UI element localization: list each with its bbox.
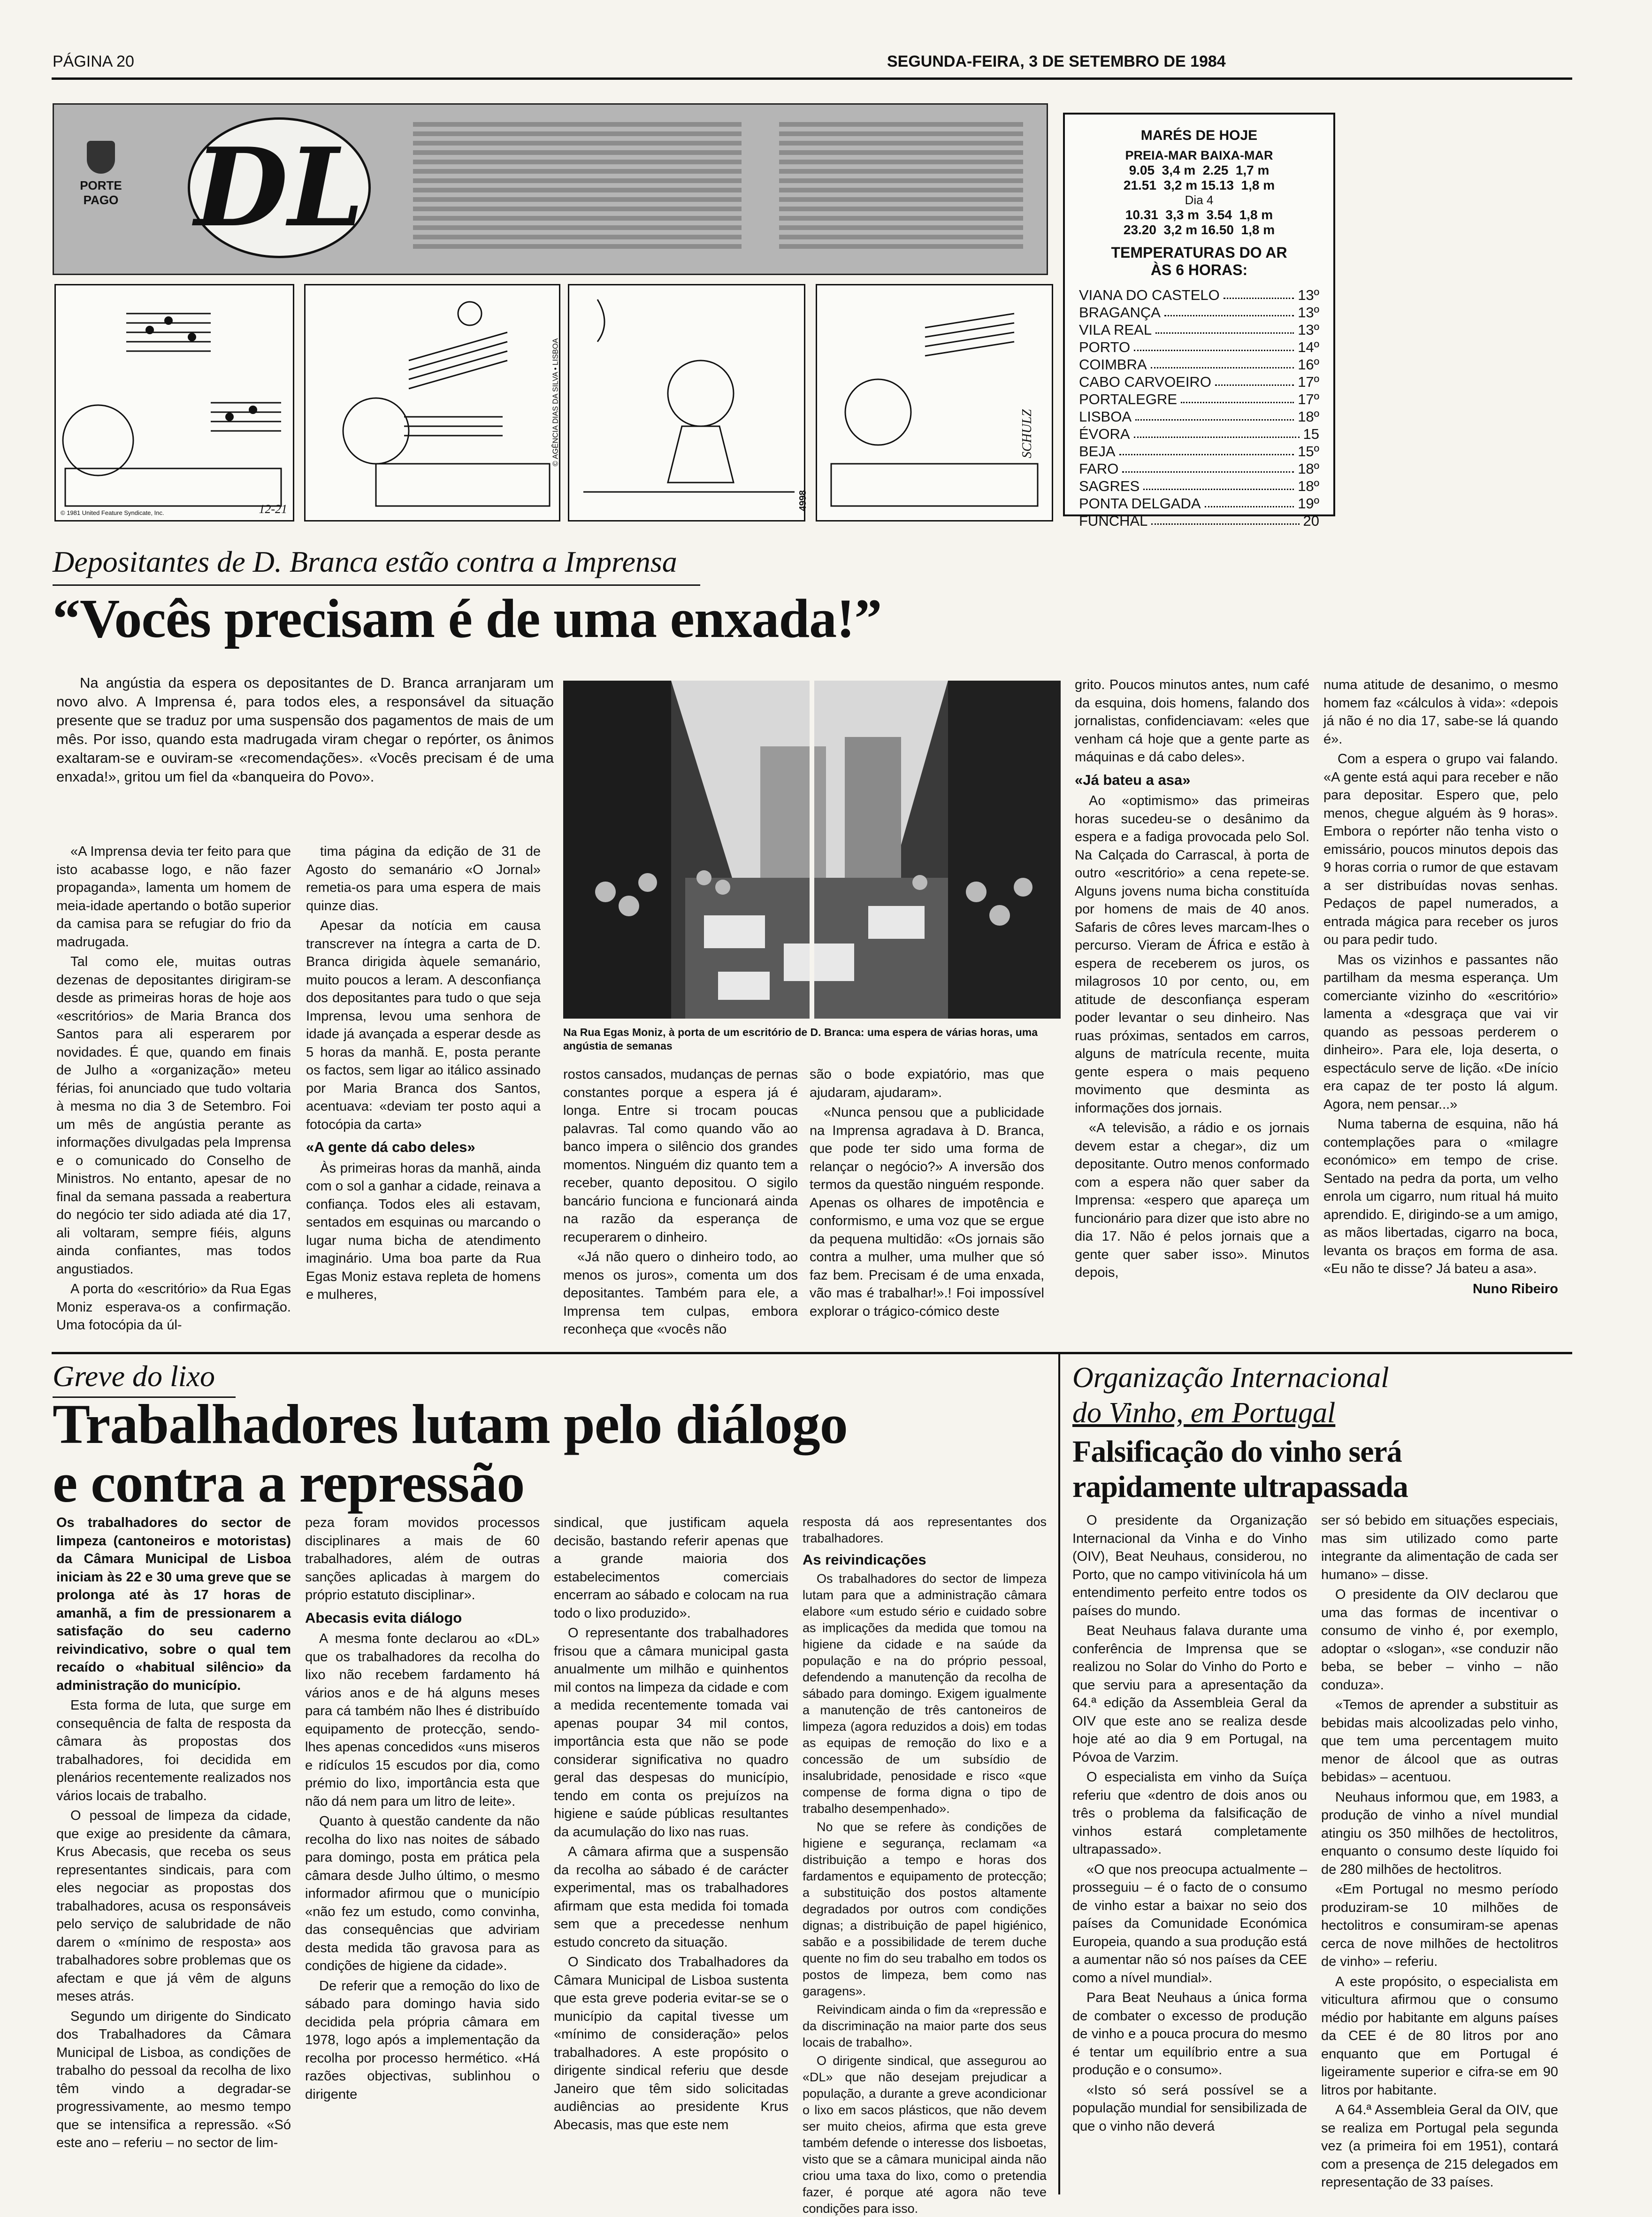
paragraph: grito. Poucos minutos antes, num café da esquina, dois homens, falando dos jornalistas, confidenciavam: «eles que venham cá hoje que a gente parte as máquinas e dá cabo deles». xyxy=(1075,677,1309,765)
temperature-value: 17º xyxy=(1298,391,1319,407)
street-photo-drawing xyxy=(563,681,1061,1019)
dot-leader xyxy=(1119,443,1294,455)
temperature-value: 18º xyxy=(1298,478,1319,494)
paragraph: Os trabalhadores do sector de limpeza lutam para que a administração câmara elabore «um estudo sério e cuidado sobre as implicações da medida que tomou na higiene da cidade e na saúde da população e na do próprio pessoal, defendendo a manutenção da recolha de sábado para domingo. Exigem igualmente a manutenção de três cantoneiros de limpeza (agora reduzidos a dois) em todas as equipas de remoção do lixo e a concessão de um subsídio de insalubridade, penosidade e risco «que compense de forma digna o tipo de trabalho desempenhado». xyxy=(803,1572,1047,1816)
comic-panel-1 xyxy=(54,284,294,522)
tides-row: 9.05 3,4 m 2.25 1,7 m xyxy=(1129,163,1270,177)
paragraph: resposta dá aos representantes dos trabalhadores. xyxy=(803,1515,1047,1545)
city-name: BEJA xyxy=(1079,443,1116,460)
city-name: PONTA DELGADA xyxy=(1079,495,1201,512)
comic-date-code: 12-21 xyxy=(259,502,287,516)
tides-row: 21.51 3,2 m 15.13 1,8 m xyxy=(1123,178,1275,192)
temperature-value: 16º xyxy=(1298,356,1319,373)
city-name: CABO CARVOEIRO xyxy=(1079,374,1211,390)
paragraph: O pessoal de limpeza da cidade, que exige ao presidente da câmara, Krus Abecasis, que receba os seus representantes sindicais, para com eles negociar as propostas dos trabalhadores, acusa os responsáveis pelo serviço de salubridade de não darem o «mínimo de resposta» aos trabalhadores sobre problemas que os afectam e que já vêm de alguns meses atrás. xyxy=(56,1808,291,2004)
tides-row: 10.31 3,3 m 3.54 1,8 m xyxy=(1125,207,1273,222)
paragraph: numa atitude de desanimo, o mesmo homem faz «cálculos à vida»: «depois já não é no dia 17, sabe-se lá quando é». xyxy=(1323,677,1558,747)
article2-column-2 xyxy=(305,1514,540,2194)
paragraph: rostos cansados, mudanças de pernas constantes porque a espera já é longa. Entre si trocam poucas palavras. Tal como quando vão ao banco impera o silêncio dos grandes momentos. Ninguém diz quanto tem a receber, quanto depositou. O sigilo bancário funciona e funcionará ainda na razão da esperança de recuperarem o dinheiro. xyxy=(563,1067,798,1245)
paragraph: peza foram movidos processos disciplinares a mais de 60 trabalhadores, além de outras sanções aplicadas à margem do próprio estatuto disciplinar». xyxy=(305,1515,540,1603)
comic-panel-4 xyxy=(816,284,1053,522)
comic-signature: SCHULZ xyxy=(1019,409,1034,459)
article1-column-3 xyxy=(563,1066,798,1335)
temperature-row xyxy=(1079,391,1319,408)
paragraph: Quanto à questão candente da não recolha do lixo nas noites de sábado para domingo, posta em prática pela câmara desde Julho último, o mesmo informador afirmou que o município «não fez um estudo, como convinha, das consequências que adviriam desta medida tão gravosa para as condições de higiene da cidade». xyxy=(305,1814,540,1973)
dot-leader xyxy=(1151,512,1299,525)
paragraph: Neuhaus informou que, em 1983, a produção de vinho a nível mundial atingiu os 350 milhões de hectolitros, enquanto o consumo deste líquido foi de 280 milhões de hectolitros. xyxy=(1321,1789,1558,1877)
paragraph: Mas os vizinhos e passantes não partilham da mesma esperança. Um comerciante vizinho do «escritório» lamenta a «desgraça que vai vir quando as pessoas perderem o dinheiro». Para ele, loja deserta, o espectáculo serve de lição. «De início era capaz de ter posto lá algum. Agora, nem pensar...» xyxy=(1323,952,1558,1112)
comic-drawing-1 xyxy=(56,285,293,520)
city-name: FUNCHAL xyxy=(1079,513,1148,529)
temperature-row xyxy=(1079,408,1319,425)
city-name: COIMBRA xyxy=(1079,356,1147,373)
paragraph: Com a espera o grupo vai falando. «A gente está aqui para receber e não para depositar. Espero que, pelo menos, chegue alguém às 9 horas». Embora o repórter não tenha visto o emissário, poucos minutos depois das 9 horas corria o rumor de que estavam a ser distribuídas novas senhas. Pedaços de papel numerados, a entrada mágica para receber os juros ou para pedir tudo. xyxy=(1323,752,1558,947)
paragraph: Reivindicam ainda o fim da «repressão e da discriminação na maior parte dos seus locais de trabalho». xyxy=(803,2002,1047,2049)
dot-leader xyxy=(1181,391,1294,403)
paragraph: A câmara afirma que a suspensão da recolha ao sábado é de carácter experimental, mas os trabalhadores afirmam que esta medida foi tomada sem que a precedesse nenhum estudo concreto da situação. xyxy=(554,1844,788,1950)
paragraph: Às primeiras horas da manhã, ainda com o sol a ganhar a cidade, reinava a confiança. Todos eles ali estavam, sentados em esquinas ou marcando o lugar numa bicha de atendimento imaginário. Uma boa parte da Rua Egas Moniz estava repleta de homens e mulheres, xyxy=(306,1160,541,1302)
paragraph: Para Beat Neuhaus a única forma de combater o excesso de produção de vinho e a pouca procura do mesmo é tentar um equilíbrio entre a sua produção e o consumo». xyxy=(1072,1990,1307,2078)
temperature-row xyxy=(1079,512,1319,529)
dot-leader xyxy=(1122,460,1294,473)
temperature-row xyxy=(1079,425,1319,443)
temperature-list xyxy=(1079,286,1319,529)
temp-subtitle: ÀS 6 HORAS: xyxy=(1150,261,1248,278)
logo-oval xyxy=(188,117,371,258)
subheading: As reivindicações xyxy=(803,1551,926,1568)
paragraph: O representante dos trabalhadores frisou que a câmara municipal gasta anualmente um milhão e quinhentos mil contos na limpeza da cidade e com a medida recentemente tomada vai apenas poupar 34 mil contos, importância esta que não se pode considerar significativa no quadro geral das despesas do município, tendo em conta os prejuízos na higiene e saúde públicas resultantes da acumulação do lixo nas ruas. xyxy=(554,1626,788,1840)
paragraph: No que se refere às condições de higiene e segurança, reclamam «a distribuição a tempo e horas dos fardamentos e equipamento de protecção; a substituição dos postos altamente degradados por outros com condições dignas; a distribuição de papel higiénico, sabão e a possibilidade de terem duche quente no fim do seu trabalho em todos os postos de limpeza, bem como nas garagens». xyxy=(803,1820,1047,1998)
paragraph: «Temos de aprender a substituir as bebidas mais alcoolizadas pelo vinho, que tem uma percentagem muito menor de álcool que as outras bebidas» – acentuou. xyxy=(1321,1697,1558,1785)
paragraph: Esta forma de luta, que surge em consequência de falta de resposta da câmara às propostas dos trabalhadores, foi decidida em plenários recentemente realizados nos vários locais de trabalho. xyxy=(56,1698,291,1803)
article1-column-4 xyxy=(810,1066,1044,1335)
dot-leader xyxy=(1215,373,1294,386)
paragraph: O presidente da Organização Internacional da Vinha e do Vinho (OIV), Beat Neuhaus, considerou, no Porto, que no campo vitivinícola há um entendimento perfeito entre todos os países do mundo. xyxy=(1072,1513,1307,1619)
dot-leader xyxy=(1164,304,1294,316)
paragraph: «Já não quero o dinheiro todo, ao menos os juros», comenta um dos depositantes. Também para ele, a Imprensa tem culpas, embora reconheça que «vocês não xyxy=(563,1250,798,1337)
city-name: VILA REAL xyxy=(1079,322,1152,338)
temperature-row xyxy=(1079,495,1319,512)
dot-leader xyxy=(1155,321,1294,334)
subheading: «Já bateu a asa» xyxy=(1075,771,1191,788)
temperature-row xyxy=(1079,356,1319,373)
city-name: PORTO xyxy=(1079,339,1131,355)
paragraph: «Nunca pensou que a publicidade na Imprensa agradava à D. Branca, que pode ter sido uma forma de relançar o negócio?» A inversão dos termos da questão ninguém responde. Apenas os olhares de impotência e conformismo, e uma voz que se ergue da pequena multidão: «Os jornais são contra a mulher, uma mulher que só faz bem. Precisam é de uma enxada, vão mas é trabalhar!».! Foi impossível explorar o trágico-cómico deste xyxy=(810,1105,1044,1319)
temperature-value: 13º xyxy=(1298,287,1319,303)
paragraph: O dirigente sindical, que assegurou ao «DL» que não desejam prejudicar a população, a durante a greve acondicionar o lixo em sacos plásticos, que não devem ser muito cheios, afirma que esta greve também defende o interesse dos lisboetas, visto que se a câmara municipal ainda não criou uma taxa do lixo, como o pretendia fazer, é porque até agora não teve condições para isso. xyxy=(803,2054,1047,2216)
comic-copyright: © 1981 United Feature Syndicate, Inc. xyxy=(61,509,164,516)
paragraph: O especialista em vinho da Suíça referiu que «dentro de dois anos ou três o problema da falsificação de vinhos estará completamente ultrapassado». xyxy=(1072,1770,1307,1857)
tides-header: PREIA-MAR BAIXA-MAR xyxy=(1125,148,1273,162)
article2-column-4 xyxy=(803,1514,1047,2216)
comic-agency-credit: © AGÊNCIA DIAS DA SILVA • LISBOA xyxy=(551,338,560,467)
temperature-value: 15º xyxy=(1298,443,1319,460)
article2-column-3 xyxy=(554,1514,788,2194)
paragraph: Numa taberna de esquina, não há contemplações para o «milagre económico» em tempo de crise. Sentado na pedra da porta, um velho enrola um cigarro, num ritual há muito aprendido. E, dirigindo-se a um amigo, as mãos libertadas, cigarro na boca, levanta os braços em forma de asa. «Eu não te disse? Já bateu a asa». xyxy=(1323,1117,1558,1276)
temperature-row xyxy=(1079,338,1319,356)
paragraph: De referir que a remoção do lixo de sábado para domingo havia sido decidida pela própria câmara em 1978, logo após a implementação da recolha por processo hermético. «Há razões objectivas, sublinhou o dirigente xyxy=(305,1978,540,2102)
paragraph: Ao «optimismo» das primeiras horas sucedeu-se o desânimo da espera e a fadiga provocada pelo Sol. Na Calçada do Carrascal, à porta de outro «escritório» a cena repete-se. Alguns jovens numa bicha constituída por homens de mais de 40 anos. Safaris de côres leves marcam-lhes o percurso. Vieram de África e estão à espera de receberem os juros, os milagrosos 10 por cento, ou, em atitude de desconfiança esperam poder levantar o seu dinheiro. Nas ruas próximas, sentados em carros, alguns de matrícula recente, muita gente espera o mais pequeno movimento que desminta as informações dos jornais. xyxy=(1075,793,1309,1116)
comic-panel-2 xyxy=(304,284,560,522)
paragraph: Tal como ele, muitas outras dezenas de depositantes dirigiram-se desde as primeiras horas de hoje aos «escritórios» de Maria Branca dos Santos para ali esperarem por novidades. É que, quando em finais de Julho a «organização» meteu férias, foi anunciado que tudo voltaria à mesma no dia 3 de Setembro. Foi um mês de angústia perante as informações divulgadas pela Imprensa e o comunicado do Conselho de Ministros. No entanto, apesar de no final da semana passada a reabertura do negócio ter sido adiada até dia 17, ali voltaram, sempre fiéis, alguns ainda confiantes, mas todos angustiados. xyxy=(56,954,291,1277)
article1-kicker-rule xyxy=(53,584,700,586)
city-name: FARO xyxy=(1079,460,1119,477)
temperature-value: 19º xyxy=(1298,495,1319,512)
temperature-row xyxy=(1079,443,1319,460)
city-name: VIANA DO CASTELO xyxy=(1079,287,1220,303)
paragraph: Segundo um dirigente do Sindicato dos Trabalhadores da Câmara Municipal de Lisboa, as condições de trabalho do pessoal da recolha de lixo têm vindo a degradar-se progressivamente, ao mesmo tempo que se intensifica a repressão. «Só este ano – referiu – no sector de lim- xyxy=(56,2009,291,2150)
article3-headline-line-1: Falsificação do vinho será xyxy=(1072,1435,1402,1469)
article3-headline-line-2: rapidamente ultrapassada xyxy=(1072,1470,1408,1504)
dot-leader xyxy=(1134,425,1300,438)
temperature-value: 14º xyxy=(1298,339,1319,355)
temperature-value: 20 xyxy=(1303,513,1319,529)
paragraph: O Sindicato dos Trabalhadores da Câmara Municipal de Lisboa sustenta que esta greve poderia evitar-se se o município da capital tivesse um «mínimo de consideração» pelos trabalhadores. A este propósito o dirigente sindical referiu que desde Janeiro que têm sido solicitadas audiências ao presidente Krus Abecasis, mas que este nem xyxy=(554,1955,788,2133)
paragraph: são o bode expiatório, mas que ajudaram, ajudaram». xyxy=(810,1067,1044,1100)
column-divider xyxy=(1058,1354,1060,2194)
porte-pago-box xyxy=(66,141,136,263)
temperature-row xyxy=(1079,460,1319,477)
paragraph: A mesma fonte declarou ao «DL» que os trabalhadores da recolha do lixo não recebem fardamento há vários anos e de há alguns meses para cá também não lhes é distribuído equipamento de protecção, sendo-lhes apenas concedidos «uns miseros e ridículos 15 escudos por dia, como prémio do lixo, importância esta que não dá nem para um litro de leite». xyxy=(305,1631,540,1809)
paragraph: Beat Neuhaus falava durante uma conferência de Imprensa que se realizou no Solar do Vinho do Porto e que serviu para a apresentação da 64.ª edição da Assembleia Geral da OIV que este ano se realiza desde hoje até ao dia 9 em Portugal, na Póvoa de Varzim. xyxy=(1072,1623,1307,1765)
paragraph: O presidente da OIV declarou que uma das formas de incentivar o consumo de vinho é, por exemplo, adoptar o «slogan», «se conduzir não beba, se beber – vinho – não conduza». xyxy=(1321,1587,1558,1693)
paragraph: A 64.ª Assembleia Geral da OIV, que se realiza em Portugal pela segunda vez (a primeira foi em 1951), contará com a presença de 215 delegados em representação de 33 países. xyxy=(1321,2102,1558,2190)
dot-leader xyxy=(1205,495,1294,507)
paragraph: tima página da edição de 31 de Agosto do semanário «O Jornal» remetia-os para uma espera de mais quinze dias. xyxy=(306,844,541,913)
city-name: LISBOA xyxy=(1079,408,1132,425)
paragraph: ser só bebido em situações especiais, mas sim utilizado como parte integrante da alimentação de cada ser humano» – disse. xyxy=(1321,1513,1558,1582)
page-number: PÁGINA 20 xyxy=(53,53,134,70)
porte-label: PORTE xyxy=(80,178,122,192)
article1-headline: “Vocês precisam é de uma enxada!” xyxy=(53,588,882,649)
temp-title: TEMPERATURAS DO AR xyxy=(1111,244,1287,261)
crest-icon xyxy=(87,141,115,174)
article2-column-1 xyxy=(56,1514,291,2194)
section-divider xyxy=(52,1352,1572,1354)
article1-column-1 xyxy=(56,843,291,1335)
paragraph: «O que nos preocupa actualmente – prosseguiu – é o facto de o consumo de vinho estar a baixar no seio dos países da Comunidade Económica Europeia, quando a sua produção está a aumentar não só nos países da CEE como a nível mundial». xyxy=(1072,1862,1307,1986)
comic-drawing-4 xyxy=(817,285,1052,520)
city-name: ÉVORA xyxy=(1079,426,1130,442)
article3-column-2 xyxy=(1321,1511,1558,2194)
temperature-value: 15 xyxy=(1303,426,1319,442)
comic-drawing-3 xyxy=(569,285,804,520)
paragraph: Na angústia da espera os depositantes de D. Branca arranjaram um novo alvo. A Imprensa é, para todos eles, a responsável da situação presente que se traduz por uma suspensão dos pagamentos de mais de um mês. Por isso, quando esta madrugada viram chegar o repórter, os ânimos exaltaram-se e ouviram-se «recomendações». «Vocês precisam é de uma enxada!», gritou um fiel da «banqueira do Povo». xyxy=(56,675,554,785)
temperature-value: 13º xyxy=(1298,304,1319,321)
dot-leader xyxy=(1143,477,1294,490)
header-rule xyxy=(52,77,1572,80)
temperature-value: 18º xyxy=(1298,460,1319,477)
pago-label: PAGO xyxy=(83,193,119,207)
temperature-value: 18º xyxy=(1298,408,1319,425)
dot-leader xyxy=(1151,356,1294,368)
paragraph: «A televisão, a rádio e os jornais devem estar a chegar», diz um depositante. Outro menos conformado com a espera não quer saber da Imprensa: «espero que apareça um funcionário para dizer que isto abre no dia 17. Não é pelos jornais que a gente quer saber isso». Minutos depois, xyxy=(1075,1120,1309,1280)
article2-kicker: Greve do lixo xyxy=(53,1359,215,1393)
city-name: BRAGANÇA xyxy=(1079,304,1161,321)
weather-box xyxy=(1063,113,1335,529)
dot-leader xyxy=(1135,408,1294,421)
article1-column-6 xyxy=(1323,676,1558,1335)
dot-leader xyxy=(1224,286,1294,299)
temperature-row xyxy=(1079,286,1319,304)
subheading: «A gente dá cabo deles» xyxy=(306,1139,475,1155)
paragraph: «A Imprensa devia ter feito para que isto acabasse logo, e não fazer propaganda», lamenta um homem de meia-idade apertando o botão superior da camisa para se refugiar do frio da madrugada. xyxy=(56,844,291,950)
tides-row: 23.20 3,2 m 16.50 1,8 m xyxy=(1123,222,1275,237)
paragraph: sindical, que justificam aquela decisão, bastando referir apenas que a grande maioria dos estabelecimentos comerciais encerram ao sábado e colocam na rua todo o lixo produzido». xyxy=(554,1515,788,1621)
article1-intro xyxy=(56,674,554,819)
paragraph: «Isto só será possível se a população mundial for sensibilizada de que o vinho não deverá xyxy=(1072,2082,1307,2134)
paragraph: A porta do «escritório» da Rua Egas Moniz esperava-os a confirmação. Uma fotocópia da úl- xyxy=(56,1281,291,1333)
article1-column-5 xyxy=(1075,676,1309,1335)
tides-row: Dia 4 xyxy=(1185,193,1214,207)
temperature-row xyxy=(1079,373,1319,391)
paragraph: Apesar da notícia em causa transcrever na íntegra a carta de D. Branca dirigida àquele semanário, muito poucos a leram. A desconfiança dos depositantes para tudo o que seja Imprensa, levou uma senhora de idade já avançada a esperar desde as 5 horas da manhã. E, posta perante os factos, sem ligar ao itálico assinado por Maria Branca dos Santos, acentuava: «deviam ter posto aqui a fotocópia da carta» xyxy=(306,918,541,1132)
comic-panel-3 xyxy=(568,284,808,522)
tides-title: MARÉS DE HOJE xyxy=(1140,128,1258,143)
dl-logo: DL xyxy=(194,124,364,251)
paragraph: «Em Portugal no mesmo período produziram-se 10 milhões de hectolitros e consumiram-se apenas cerca de nove milhões de hectolitros de vinho» – referiu. xyxy=(1321,1882,1558,1969)
article3-kicker-line-1: Organização Internacional xyxy=(1072,1362,1389,1394)
article2-headline-line-1: Trabalhadores lutam pelo diálogo xyxy=(53,1393,848,1455)
dot-leader xyxy=(1134,338,1294,351)
city-name: SAGRES xyxy=(1079,478,1140,494)
page-date: SEGUNDA-FEIRA, 3 DE SETEMBRO DE 1984 xyxy=(887,53,1226,70)
article1-kicker: Depositantes de D. Branca estão contra a Imprensa xyxy=(53,545,677,578)
temperature-value: 17º xyxy=(1298,374,1319,390)
lead-paragraph: Os trabalhadores do sector de limpeza (cantoneiros e motoristas) da Câmara Municipal de Lisboa iniciam às 22 e 30 uma greve que se prolonga até às 17 horas de amanhã, a fim de pressionarem a satisfação do seu caderno reivindicativo, sobre o qual tem recaído o «habitual silêncio» da administração do município. xyxy=(56,1515,291,1693)
temperature-value: 13º xyxy=(1298,322,1319,338)
article3-kicker-line-2: do Vinho, em Portugal xyxy=(1072,1397,1336,1429)
article1-photo xyxy=(563,681,1061,1019)
byline: Nuno Ribeiro xyxy=(1472,1281,1558,1296)
city-name: PORTALEGRE xyxy=(1079,391,1178,407)
masthead-info-block-2 xyxy=(779,122,1023,249)
temperature-row xyxy=(1079,477,1319,495)
comic-code: 4998 xyxy=(797,490,808,511)
paragraph: A este propósito, o especialista em viticultura afirmou que o consumo médio por habitante em alguns países da CEE é de 80 litros por ano enquanto que em Portugal é ligeiramente superior e cifra-se em 90 litros por habitante. xyxy=(1321,1974,1558,2098)
masthead-info-block-1 xyxy=(413,122,742,249)
subheading: Abecasis evita diálogo xyxy=(305,1609,462,1626)
temperature-row xyxy=(1079,304,1319,321)
photo-caption: Na Rua Egas Moniz, à porta de um escritório de D. Branca: uma espera de várias horas, uma angústia de semanas xyxy=(563,1026,1038,1052)
comic-drawing-2 xyxy=(306,285,559,520)
article2-headline-line-2: e contra a repressão xyxy=(53,1451,525,1514)
article3-column-1 xyxy=(1072,1511,1307,2194)
article1-column-2 xyxy=(306,843,541,1335)
temperature-row xyxy=(1079,321,1319,338)
